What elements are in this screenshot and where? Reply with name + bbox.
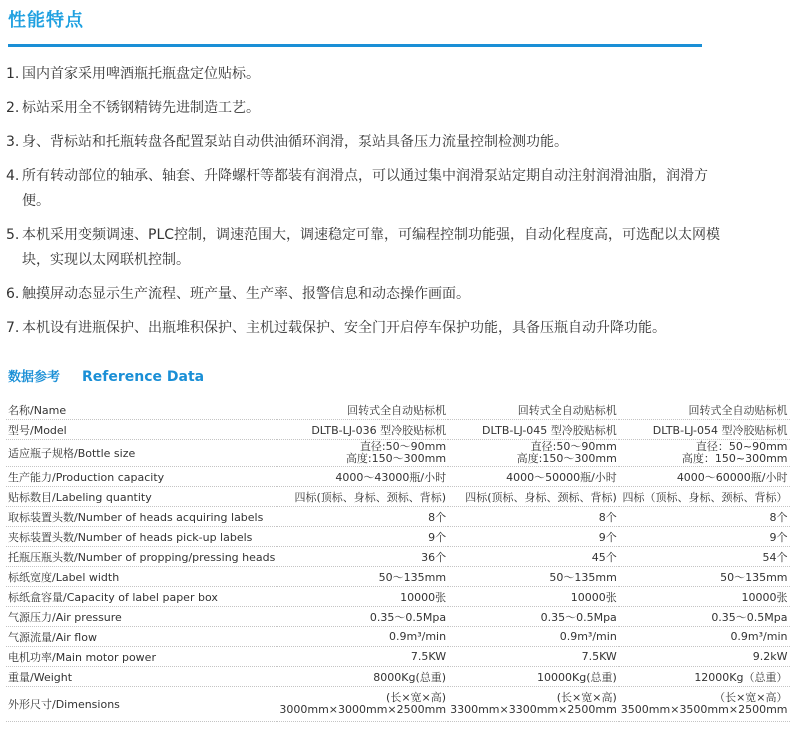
spec-value: 回转式全自动贴标机 (619, 400, 790, 420)
spec-value: 8个 (448, 507, 619, 527)
spec-value: 4000～50000瓶/小时 (448, 467, 619, 487)
feature-item (6, 130, 726, 155)
table-row (6, 647, 790, 667)
spec-value (448, 687, 619, 722)
spec-value: 7.5KW (277, 647, 448, 667)
spec-label: 托瓶压瓶头数/Number of propping/pressing heads (6, 547, 277, 567)
spec-value (277, 687, 448, 722)
spec-value-line: 3000mm×3000mm×2500mm (279, 703, 447, 716)
spec-label: 气源流量/Air flow (6, 627, 277, 647)
spec-value: DLTB-LJ-054 型冷胶贴标机 (619, 420, 790, 440)
spec-label: 重量/Weight (6, 667, 277, 687)
table-row (6, 687, 790, 722)
spec-value (619, 687, 790, 722)
spec-value: 9.2kW (619, 647, 790, 667)
table-row (6, 507, 790, 527)
spec-label: 标纸盒容量/Capacity of label paper box (6, 587, 277, 607)
feature-number: 3. (6, 134, 20, 150)
spec-label: 名称/Name (6, 400, 277, 420)
feature-text: 本机采用变频调速、PLC控制，调速范围大，调速稳定可靠，可编程控制功能强，自动化程度高，可选配以太网模块，实现以太网联机控制。 (22, 227, 721, 268)
spec-value (619, 440, 790, 467)
reference-title-cn: 数据参考 (8, 370, 61, 385)
spec-value: 10000张 (619, 587, 790, 607)
spec-table (6, 400, 790, 722)
table-row (6, 440, 790, 467)
spec-value-line: 高度：150~300mm (681, 452, 788, 465)
feature-text: 国内首家采用啤酒瓶托瓶盘定位贴标。 (22, 66, 260, 82)
spec-value: 0.9m³/min (619, 627, 790, 647)
spec-label: 标纸宽度/Label width (6, 567, 277, 587)
spec-value-line: 直径:50～90mm (530, 440, 617, 453)
reference-title-en: Reference Data (82, 369, 205, 385)
table-row (6, 627, 790, 647)
spec-value: 4000～43000瓶/小时 (277, 467, 448, 487)
spec-value: 8个 (619, 507, 790, 527)
feature-text: 本机设有进瓶保护、出瓶堆积保护、主机过载保护、安全门开启停车保护功能，具备压瓶自动升降功能。 (22, 320, 666, 336)
spec-value-line: 3300mm×3300mm×2500mm (450, 703, 617, 716)
feature-item (6, 282, 726, 307)
spec-value: DLTB-LJ-045 型冷胶贴标机 (448, 420, 619, 440)
spec-value (277, 440, 448, 467)
table-row (6, 607, 790, 627)
spec-value: 8个 (277, 507, 448, 527)
table-row (6, 587, 790, 607)
spec-value-line: 3500mm×3500mm×2500mm (620, 703, 788, 716)
table-row (6, 667, 790, 687)
spec-value: 0.9m³/min (277, 627, 448, 647)
feature-text: 标站采用全不锈钢精铸先进制造工艺。 (22, 100, 260, 116)
spec-value: 0.9m³/min (448, 627, 619, 647)
spec-value-line: （长×宽×高） (714, 691, 788, 704)
feature-number: 5. (6, 227, 20, 243)
page-title: 性能特点 (8, 10, 84, 31)
feature-text: 身、背标站和托瓶转盘各配置泵站自动供油循环润滑，泵站具备压力流量控制检测功能。 (22, 134, 568, 150)
spec-label: 贴标数目/Labeling quantity (6, 487, 277, 507)
table-row (6, 567, 790, 587)
spec-value: 50～135mm (277, 567, 448, 587)
spec-value (448, 440, 619, 467)
spec-label: 型号/Model (6, 420, 277, 440)
spec-value: 回转式全自动贴标机 (448, 400, 619, 420)
spec-label: 取标装置头数/Number of heads acquiring labels (6, 507, 277, 527)
feature-text: 触摸屏动态显示生产流程、班产量、生产率、报警信息和动态操作画面。 (22, 286, 470, 302)
spec-label: 夹标装置头数/Number of heads pick-up labels (6, 527, 277, 547)
feature-number: 4. (6, 168, 20, 184)
feature-list (6, 62, 726, 350)
feature-number: 6. (6, 286, 20, 302)
table-row (6, 400, 790, 420)
spec-value: 50～135mm (448, 567, 619, 587)
feature-text: 所有转动部位的轴承、轴套、升降螺杆等都装有润滑点，可以通过集中润滑泵站定期自动注射润滑油脂，润滑方便。 (22, 168, 708, 209)
feature-item (6, 164, 726, 214)
spec-value: 9个 (448, 527, 619, 547)
feature-item (6, 96, 726, 121)
spec-label: 生产能力/Production capacity (6, 467, 277, 487)
spec-value: 8000Kg(总重) (277, 667, 448, 687)
feature-item (6, 62, 726, 87)
spec-value: 45个 (448, 547, 619, 567)
spec-value: 10000张 (448, 587, 619, 607)
spec-value: 四标(顶标、身标、颈标、背标) (277, 487, 448, 507)
spec-value: DLTB-LJ-036 型冷胶贴标机 (277, 420, 448, 440)
table-row (6, 420, 790, 440)
table-row (6, 547, 790, 567)
spec-value-line: 直径：50~90mm (695, 440, 788, 453)
spec-value: 12000Kg（总重） (619, 667, 790, 687)
feature-number: 2. (6, 100, 20, 116)
spec-label: 外形尺寸/Dimensions (6, 687, 277, 722)
spec-value-line: 高度:150～300mm (516, 452, 617, 465)
spec-value: 0.35～0.5Mpa (448, 607, 619, 627)
spec-label: 适应瓶子规格/Bottle size (6, 440, 277, 467)
spec-label: 气源压力/Air pressure (6, 607, 277, 627)
spec-value: 50～135mm (619, 567, 790, 587)
spec-value: 0.35～0.5Mpa (277, 607, 448, 627)
spec-value: 9个 (277, 527, 448, 547)
spec-value: 0.35～0.5Mpa (619, 607, 790, 627)
spec-value: 四标(顶标、身标、颈标、背标) (448, 487, 619, 507)
spec-value-line: (长×宽×高) (556, 691, 617, 704)
table-row (6, 467, 790, 487)
feature-number: 1. (6, 66, 20, 82)
spec-value-line: 直径:50～90mm (359, 440, 447, 453)
spec-value: 4000～60000瓶/小时 (619, 467, 790, 487)
spec-value: 10000Kg(总重) (448, 667, 619, 687)
table-row (6, 527, 790, 547)
spec-value: 9个 (619, 527, 790, 547)
spec-value: 四标（顶标、身标、颈标、背标） (619, 487, 790, 507)
spec-value-line: 高度:150～300mm (345, 452, 447, 465)
spec-value-line: (长×宽×高) (386, 691, 447, 704)
feature-item (6, 316, 726, 341)
spec-value: 回转式全自动贴标机 (277, 400, 448, 420)
table-row (6, 487, 790, 507)
feature-number: 7. (6, 320, 20, 336)
spec-label: 电机功率/Main motor power (6, 647, 277, 667)
reference-heading (8, 366, 204, 385)
spec-value: 7.5KW (448, 647, 619, 667)
feature-item (6, 223, 726, 273)
title-divider (8, 44, 702, 47)
spec-value: 54个 (619, 547, 790, 567)
spec-value: 36个 (277, 547, 448, 567)
spec-value: 10000张 (277, 587, 448, 607)
